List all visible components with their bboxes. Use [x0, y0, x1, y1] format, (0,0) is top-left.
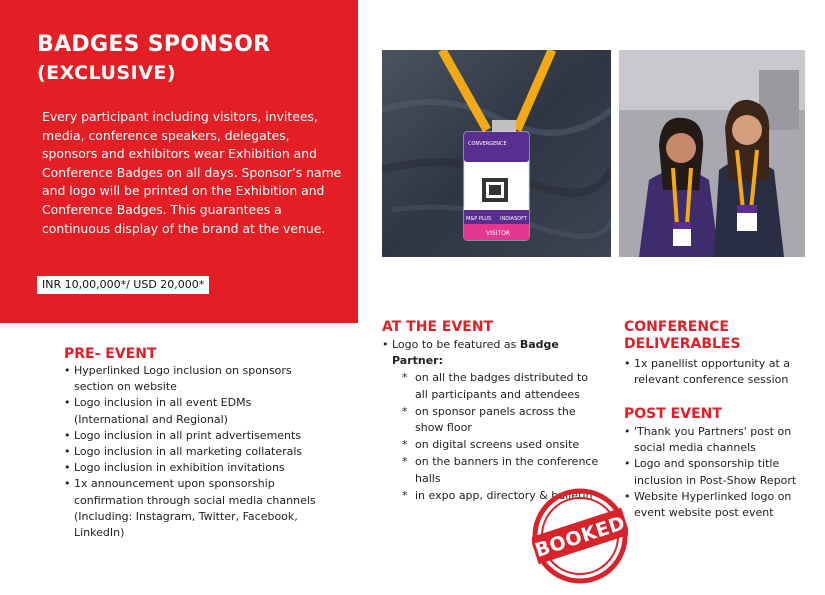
pre-event-list [64, 363, 329, 541]
list-item: • Website Hyperlinked logo on event website post event [624, 489, 809, 521]
list-item [382, 337, 602, 504]
badge-closeup-illustration [382, 50, 611, 257]
at-event-lead-bold: Badge Partner: [392, 338, 559, 368]
list-item: * on digital screens used onsite [402, 437, 602, 453]
conference-heading-line1: CONFERENCE [624, 319, 729, 335]
at-event-heading: AT THE EVENT [382, 319, 494, 335]
list-item: * on all the badges distributed to all participants and attendees [402, 370, 602, 402]
badge-footer-right: INDIASOFT [500, 216, 527, 222]
list-item: * in expo app, directory & bulletin [402, 488, 602, 504]
booked-stamp-text: BOOKED [532, 512, 628, 562]
list-item: • Logo inclusion in all print advertisements [64, 428, 329, 444]
list-item: • Logo and sponsorship title inclusion in Post-Show Report [624, 456, 809, 488]
list-item: • Logo inclusion in all marketing collaterals [64, 444, 329, 460]
page-title: BADGES SPONSOR [37, 32, 271, 57]
list-item: • 1x announcement upon sponsorship confirmation through social media channels (Including: Instagram, Twitter, Facebook, LinkedIn) [64, 476, 329, 541]
pre-event-heading: PRE- EVENT [64, 346, 157, 362]
booked-stamp-icon [532, 488, 628, 584]
page-subtitle: (EXCLUSIVE) [37, 62, 177, 84]
at-event-lead-text: Logo to be featured as [392, 338, 520, 351]
badge-lanyard-text: CONVERGENCE [468, 141, 507, 147]
list-item: • 1x panellist opportunity at a relevant conference session [624, 356, 809, 388]
intro-paragraph: Every participant including visitors, invitees, media, conference speakers, delegates, sponsors and exhibitors wear Exhibition and Conference Badges on all days. Sponsor’s name and logo will be printed on the Exhibition and Conference Badges. This guarantees a continuous display of the brand at the venue. [42, 109, 342, 236]
list-item: • Hyperlinked Logo inclusion on sponsors section on website [64, 363, 329, 395]
badge-footer-left: M&P PLUS [466, 216, 492, 222]
visitors-illustration [619, 50, 805, 257]
at-event-list [382, 337, 602, 504]
badge-visitor-label: VISITOR [486, 230, 511, 237]
booked-stamp [532, 488, 628, 584]
list-item: • Logo inclusion in all event EDMs (International and Regional) [64, 395, 329, 427]
visitors-photo [619, 50, 805, 257]
post-event-list [624, 424, 809, 521]
list-item: • 'Thank you Partners' post on social media channels [624, 424, 809, 456]
list-item: * on sponsor panels across the show floor [402, 404, 602, 436]
post-event-heading: POST EVENT [624, 406, 722, 422]
price-tag: INR 10,00,000*/ USD 20,000* [37, 276, 209, 294]
badge-closeup-photo [382, 50, 611, 257]
conference-heading [624, 319, 741, 353]
at-event-sublist [392, 370, 602, 504]
conference-list [624, 356, 809, 388]
list-item: • Logo inclusion in exhibition invitations [64, 460, 329, 476]
list-item: * on the banners in the conference halls [402, 454, 602, 486]
conference-heading-line2: DELIVERABLES [624, 336, 741, 352]
